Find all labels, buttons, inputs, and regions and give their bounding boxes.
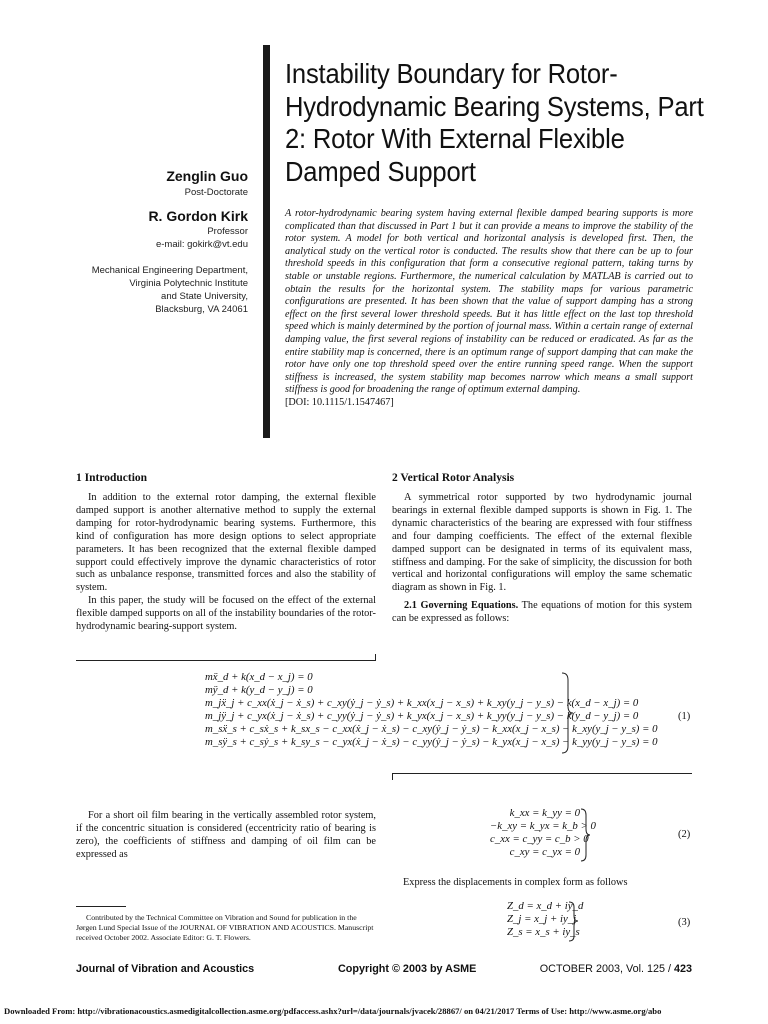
affiliation-line: Mechanical Engineering Department, [91,265,248,276]
footnote: Contributed by the Technical Committee on Vibration and Sound for publication in the Jørgen Lund Special Issue of the JOURNAL OF VIBRATION AND ACOUSTICS. Manuscript received October 2002. Associate Editor: G. T. Flowers. [76,913,374,942]
equation-1-number: (1) [678,711,691,722]
affiliation-line: Blacksburg, VA 24061 [155,304,248,315]
footer-issue-page: OCTOBER 2003, Vol. 125 / 423 [539,963,692,975]
equation-line: mẍ_d + k(x_d − x_j) = 0 [205,671,313,683]
doi: [DOI: 10.1115/1.1547467] [285,396,394,408]
short-bearing-text: For a short oil film bearing in the vertically assembled rotor system, if the concentric situation is considered (eccentricity ratio of bearing is zero), the coefficients of stiffness and damping of oil film can be expressed as [76,810,376,860]
footer-journal: Journal of Vibration and Acoustics [76,963,255,975]
equation-line: m_jÿ_j + c_yx(ẋ_j − ẋ_s) + c_yy(ẏ_j − ẏ_s) + k_yx(x_j − x_s) + k_yy(y_j − y_s) − k(y_d − y_j) = 0 [205,710,639,722]
complex-form-text: Express the displacements in complex form as follows [403,877,628,888]
author-2-email: e-mail: gokirk@vt.edu [155,239,248,250]
equation-line: c_xy = c_yx = 0 [509,846,580,858]
equation-frame-rule-left [76,660,376,661]
vra-heading: 2 Vertical Rotor Analysis [392,472,515,484]
equation-2 [490,807,596,859]
abstract [285,208,693,410]
equation-frame-tick-right [392,773,393,780]
equation-line: Z_d = x_d + iy_d [507,900,584,912]
equation-2-number: (2) [678,829,691,840]
governing-text: The equations of motion for this system can be expressed as follows: [392,600,692,625]
governing-paragraph [392,600,692,626]
affiliation-line: and State University, [161,291,248,302]
author-1-name: Zenglin Guo [166,168,248,184]
download-notice: Downloaded From: http://vibrationacoustics.asmedigitalcollection.asme.org/pdfaccess.ashx?url=/data/journals/jvacek/28867/ on 04/21/2017 Terms of Use: http://www.asme.org/abo [4,1006,662,1016]
equation-line: k_xx = k_yy = 0 [509,807,580,819]
author-2-role: Professor [207,226,248,237]
equation-1 [205,671,657,749]
equation-line: m_sẍ_s + c_sẋ_s + k_sx_s − c_xx(ẋ_j − ẋ_s) − c_xy(ẏ_j − ẏ_s) − k_xx(x_j − x_s) − k_xy(y_j − y_s) = 0 [205,723,658,735]
equation-line: Z_s = x_s + iy_s [507,926,580,938]
intro-paragraph: In this paper, the study will be focused on the effect of the external flexible damped supports on all of the instability boundaries of the rotor-hydrodynamic bearing-support system. [76,595,376,633]
vra-paragraph: A symmetrical rotor supported by two hydrodynamic journal bearings in external flexible damped supports is shown in Fig. 1. The dynamic characteristics of the bearing are expressed with four stiffness and four damping coefficients. The effect of the external flexible damped support can be designated in terms of its equivalent mass, stiffness and damping. For the sake of simplicity, the discussion for both vertical and horizontal configurations will employ the same schematic diagram as shown in Fig. 1. [392,492,692,594]
equation-3-brace [567,901,579,942]
short-bearing-paragraph [76,810,376,862]
footnote-rule [76,906,126,907]
footer-page-number: 423 [673,963,692,975]
equation-1-brace [560,672,574,754]
equation-frame-rule-right [392,773,692,774]
abstract-text: A rotor-hydrodynamic bearing system having external flexible damped bearing supports is more complicated than that discussed in Part 1 but it can provide a means to improve the stability of the rotor system. A model for both vertical and horizontal analysis is developed first. Then, the analytical study on the vertical rotor is conducted. The results show that there can be up to four threshold speeds in this configuration that form a consecutive regional pattern, taking turns by stable or unstable regions. Furthermore, the numerical calculation by MATLAB is carried out to obtain the results for the horizontal system. The stability maps for various parametric configurations are presented. It has been shown that the value of support damping has a strong effect on the first several lower threshold speeds. But it has little effect on the last top threshold speed which is mainly determined by the portion of journal mass. Within a certain range of external damping value, the first several regions of instability can be reduced or eradicated. As far as the entire stability map is concerned, there is an optimum range of support damping that can make the rotor have only one top threshold speed over the entire running speed range. When the support stiffness is increased, the system stability map becomes narrow which means a small support stiffness is good for broadening the range of optimum external damping. [285,208,693,396]
equation-line: −k_xy = k_yx = k_b > 0 [490,820,596,832]
footer-copyright: Copyright © 2003 by ASME [338,963,477,975]
affiliation-line: Virginia Polytechnic Institute [129,278,248,289]
equation-line: m_sÿ_s + c_sẏ_s + k_sy_s − c_yx(ẋ_j − ẋ_s) − c_yy(ẏ_j − ẏ_s) − k_yx(x_j − x_s) − k_yy(y_j − y_s) = 0 [205,736,658,748]
vra-body [392,492,692,626]
paper-title: Instability Boundary for Rotor-Hydrodynamic Bearing Systems, Part 2: Rotor With External Flexible Damped Support [285,58,704,187]
equation-line: Z_j = x_j + iy_j [507,913,577,925]
equation-3-number: (3) [678,917,691,928]
footer-issue: OCTOBER 2003, Vol. 125 [539,963,665,975]
governing-heading: 2.1 Governing Equations. [404,600,519,612]
intro-body [76,492,376,634]
intro-paragraph: In addition to the external rotor damping, the external flexible damped support is another alternative method to supply the external damping for rotor-hydrodynamic bearing systems. Furthermore, this kind of configuration has more design options to select appropriate parameters. It has been recognized that the external flexible damped support could effectively improve the dynamic characteristics of rotor such as unbalance response, transmitted forces and also the stability of system. [76,492,376,594]
equation-line: c_xx = c_yy = c_b > 0 [490,833,589,845]
equation-frame-tick-left [375,654,376,661]
author-1-role: Post-Doctorate [184,187,248,198]
author-2-name: R. Gordon Kirk [148,208,248,224]
equation-2-brace [579,808,591,862]
equation-line: m_jẍ_j + c_xx(ẋ_j − ẋ_s) + c_xy(ẏ_j − ẏ_s) + k_xx(x_j − x_s) + k_xy(y_j − y_s) − k(x_d − x_j) = 0 [205,697,639,709]
equation-line: mÿ_d + k(y_d − y_j) = 0 [205,684,313,696]
intro-heading: 1 Introduction [76,472,148,484]
title-bar-rule [263,45,270,438]
